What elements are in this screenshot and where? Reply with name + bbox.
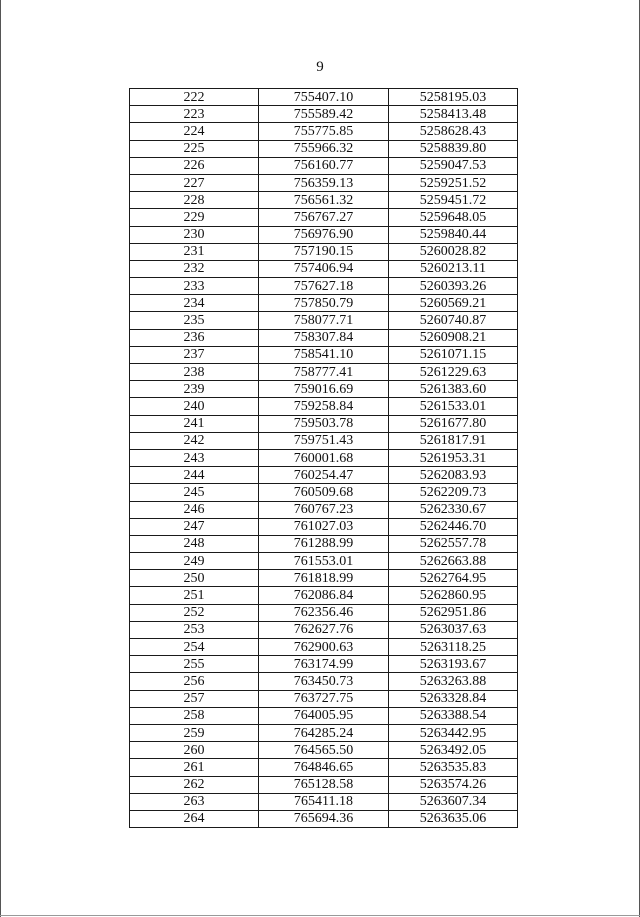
point-number-cell: 246 bbox=[130, 501, 259, 518]
x-coordinate-cell: 759016.69 bbox=[259, 381, 389, 398]
point-number-cell: 262 bbox=[130, 776, 259, 793]
x-coordinate-cell: 755407.10 bbox=[259, 89, 389, 106]
table-row bbox=[130, 673, 518, 690]
x-coordinate-cell: 757627.18 bbox=[259, 278, 389, 295]
table-row bbox=[130, 140, 518, 157]
table-row bbox=[130, 364, 518, 381]
table-row bbox=[130, 587, 518, 604]
y-coordinate-cell: 5261071.15 bbox=[389, 346, 518, 363]
x-coordinate-cell: 760001.68 bbox=[259, 449, 389, 466]
y-coordinate-cell: 5263388.54 bbox=[389, 707, 518, 724]
y-coordinate-cell: 5259047.53 bbox=[389, 157, 518, 174]
point-number-cell: 227 bbox=[130, 174, 259, 191]
x-coordinate-cell: 765128.58 bbox=[259, 776, 389, 793]
y-coordinate-cell: 5260569.21 bbox=[389, 295, 518, 312]
y-coordinate-cell: 5262951.86 bbox=[389, 604, 518, 621]
y-coordinate-cell: 5262557.78 bbox=[389, 535, 518, 552]
x-coordinate-cell: 760767.23 bbox=[259, 501, 389, 518]
table-row bbox=[130, 604, 518, 621]
x-coordinate-cell: 760254.47 bbox=[259, 467, 389, 484]
x-coordinate-cell: 758777.41 bbox=[259, 364, 389, 381]
x-coordinate-cell: 755775.85 bbox=[259, 123, 389, 140]
y-coordinate-cell: 5262446.70 bbox=[389, 518, 518, 535]
x-coordinate-cell: 757850.79 bbox=[259, 295, 389, 312]
table-row bbox=[130, 553, 518, 570]
x-coordinate-cell: 760509.68 bbox=[259, 484, 389, 501]
y-coordinate-cell: 5263193.67 bbox=[389, 656, 518, 673]
table-row bbox=[130, 174, 518, 191]
x-coordinate-cell: 762900.63 bbox=[259, 639, 389, 656]
y-coordinate-cell: 5259648.05 bbox=[389, 209, 518, 226]
x-coordinate-cell: 764565.50 bbox=[259, 742, 389, 759]
x-coordinate-cell: 764285.24 bbox=[259, 724, 389, 741]
point-number-cell: 237 bbox=[130, 346, 259, 363]
y-coordinate-cell: 5258195.03 bbox=[389, 89, 518, 106]
table-row bbox=[130, 707, 518, 724]
table-row bbox=[130, 501, 518, 518]
table-row bbox=[130, 381, 518, 398]
y-coordinate-cell: 5260393.26 bbox=[389, 278, 518, 295]
x-coordinate-cell: 763450.73 bbox=[259, 673, 389, 690]
y-coordinate-cell: 5263037.63 bbox=[389, 621, 518, 638]
y-coordinate-cell: 5263263.88 bbox=[389, 673, 518, 690]
y-coordinate-cell: 5262764.95 bbox=[389, 570, 518, 587]
point-number-cell: 241 bbox=[130, 415, 259, 432]
y-coordinate-cell: 5258628.43 bbox=[389, 123, 518, 140]
x-coordinate-cell: 762086.84 bbox=[259, 587, 389, 604]
y-coordinate-cell: 5260740.87 bbox=[389, 312, 518, 329]
x-coordinate-cell: 758077.71 bbox=[259, 312, 389, 329]
point-number-cell: 243 bbox=[130, 449, 259, 466]
x-coordinate-cell: 761818.99 bbox=[259, 570, 389, 587]
table-row bbox=[130, 690, 518, 707]
point-number-cell: 260 bbox=[130, 742, 259, 759]
y-coordinate-cell: 5263535.83 bbox=[389, 759, 518, 776]
table-row bbox=[130, 639, 518, 656]
x-coordinate-cell: 759258.84 bbox=[259, 398, 389, 415]
table-row bbox=[130, 518, 518, 535]
table-row bbox=[130, 295, 518, 312]
point-number-cell: 254 bbox=[130, 639, 259, 656]
y-coordinate-cell: 5262860.95 bbox=[389, 587, 518, 604]
table-row bbox=[130, 209, 518, 226]
x-coordinate-cell: 756561.32 bbox=[259, 192, 389, 209]
y-coordinate-cell: 5263118.25 bbox=[389, 639, 518, 656]
x-coordinate-cell: 756767.27 bbox=[259, 209, 389, 226]
table-row bbox=[130, 759, 518, 776]
table-row bbox=[130, 776, 518, 793]
table-row bbox=[130, 89, 518, 106]
y-coordinate-cell: 5261383.60 bbox=[389, 381, 518, 398]
point-number-cell: 248 bbox=[130, 535, 259, 552]
y-coordinate-cell: 5263492.05 bbox=[389, 742, 518, 759]
table-row bbox=[130, 484, 518, 501]
x-coordinate-cell: 761553.01 bbox=[259, 553, 389, 570]
point-number-cell: 245 bbox=[130, 484, 259, 501]
point-number-cell: 261 bbox=[130, 759, 259, 776]
x-coordinate-cell: 755966.32 bbox=[259, 140, 389, 157]
point-number-cell: 251 bbox=[130, 587, 259, 604]
table-row bbox=[130, 329, 518, 346]
y-coordinate-cell: 5260908.21 bbox=[389, 329, 518, 346]
y-coordinate-cell: 5258413.48 bbox=[389, 106, 518, 123]
point-number-cell: 235 bbox=[130, 312, 259, 329]
coordinates-table bbox=[129, 88, 518, 828]
x-coordinate-cell: 764846.65 bbox=[259, 759, 389, 776]
y-coordinate-cell: 5263442.95 bbox=[389, 724, 518, 741]
point-number-cell: 249 bbox=[130, 553, 259, 570]
y-coordinate-cell: 5263574.26 bbox=[389, 776, 518, 793]
point-number-cell: 240 bbox=[130, 398, 259, 415]
point-number-cell: 255 bbox=[130, 656, 259, 673]
table-row bbox=[130, 570, 518, 587]
point-number-cell: 242 bbox=[130, 432, 259, 449]
point-number-cell: 228 bbox=[130, 192, 259, 209]
y-coordinate-cell: 5260028.82 bbox=[389, 243, 518, 260]
table-row bbox=[130, 226, 518, 243]
table-row bbox=[130, 432, 518, 449]
table-row bbox=[130, 123, 518, 140]
point-number-cell: 263 bbox=[130, 793, 259, 810]
table-row bbox=[130, 656, 518, 673]
x-coordinate-cell: 765411.18 bbox=[259, 793, 389, 810]
x-coordinate-cell: 765694.36 bbox=[259, 810, 389, 827]
table-row bbox=[130, 449, 518, 466]
y-coordinate-cell: 5261533.01 bbox=[389, 398, 518, 415]
point-number-cell: 233 bbox=[130, 278, 259, 295]
point-number-cell: 231 bbox=[130, 243, 259, 260]
y-coordinate-cell: 5262083.93 bbox=[389, 467, 518, 484]
y-coordinate-cell: 5261677.80 bbox=[389, 415, 518, 432]
y-coordinate-cell: 5263328.84 bbox=[389, 690, 518, 707]
point-number-cell: 222 bbox=[130, 89, 259, 106]
point-number-cell: 258 bbox=[130, 707, 259, 724]
scan-left-edge bbox=[0, 0, 1, 917]
y-coordinate-cell: 5258839.80 bbox=[389, 140, 518, 157]
table-row bbox=[130, 724, 518, 741]
point-number-cell: 259 bbox=[130, 724, 259, 741]
y-coordinate-cell: 5260213.11 bbox=[389, 260, 518, 277]
y-coordinate-cell: 5261229.63 bbox=[389, 364, 518, 381]
point-number-cell: 232 bbox=[130, 260, 259, 277]
x-coordinate-cell: 763727.75 bbox=[259, 690, 389, 707]
x-coordinate-cell: 759503.78 bbox=[259, 415, 389, 432]
x-coordinate-cell: 758307.84 bbox=[259, 329, 389, 346]
x-coordinate-cell: 762627.76 bbox=[259, 621, 389, 638]
point-number-cell: 252 bbox=[130, 604, 259, 621]
y-coordinate-cell: 5262663.88 bbox=[389, 553, 518, 570]
table-row bbox=[130, 312, 518, 329]
table-row bbox=[130, 192, 518, 209]
y-coordinate-cell: 5259840.44 bbox=[389, 226, 518, 243]
point-number-cell: 223 bbox=[130, 106, 259, 123]
x-coordinate-cell: 756359.13 bbox=[259, 174, 389, 191]
x-coordinate-cell: 761027.03 bbox=[259, 518, 389, 535]
point-number-cell: 256 bbox=[130, 673, 259, 690]
x-coordinate-cell: 759751.43 bbox=[259, 432, 389, 449]
point-number-cell: 236 bbox=[130, 329, 259, 346]
y-coordinate-cell: 5259251.52 bbox=[389, 174, 518, 191]
x-coordinate-cell: 757190.15 bbox=[259, 243, 389, 260]
page-number: 9 bbox=[316, 59, 324, 75]
point-number-cell: 253 bbox=[130, 621, 259, 638]
point-number-cell: 225 bbox=[130, 140, 259, 157]
table-row bbox=[130, 346, 518, 363]
x-coordinate-cell: 756160.77 bbox=[259, 157, 389, 174]
table-row bbox=[130, 106, 518, 123]
x-coordinate-cell: 762356.46 bbox=[259, 604, 389, 621]
coordinates-table-body bbox=[130, 89, 518, 828]
table-row bbox=[130, 157, 518, 174]
scan-bottom-edge bbox=[0, 915, 640, 916]
y-coordinate-cell: 5261817.91 bbox=[389, 432, 518, 449]
y-coordinate-cell: 5262209.73 bbox=[389, 484, 518, 501]
table-row bbox=[130, 621, 518, 638]
point-number-cell: 238 bbox=[130, 364, 259, 381]
table-row bbox=[130, 243, 518, 260]
point-number-cell: 247 bbox=[130, 518, 259, 535]
point-number-cell: 250 bbox=[130, 570, 259, 587]
x-coordinate-cell: 758541.10 bbox=[259, 346, 389, 363]
table-row bbox=[130, 810, 518, 827]
y-coordinate-cell: 5262330.67 bbox=[389, 501, 518, 518]
table-row bbox=[130, 742, 518, 759]
y-coordinate-cell: 5263635.06 bbox=[389, 810, 518, 827]
y-coordinate-cell: 5261953.31 bbox=[389, 449, 518, 466]
point-number-cell: 234 bbox=[130, 295, 259, 312]
point-number-cell: 229 bbox=[130, 209, 259, 226]
point-number-cell: 224 bbox=[130, 123, 259, 140]
y-coordinate-cell: 5259451.72 bbox=[389, 192, 518, 209]
x-coordinate-cell: 757406.94 bbox=[259, 260, 389, 277]
table-row bbox=[130, 415, 518, 432]
table-row bbox=[130, 467, 518, 484]
point-number-cell: 239 bbox=[130, 381, 259, 398]
point-number-cell: 230 bbox=[130, 226, 259, 243]
y-coordinate-cell: 5263607.34 bbox=[389, 793, 518, 810]
x-coordinate-cell: 756976.90 bbox=[259, 226, 389, 243]
x-coordinate-cell: 761288.99 bbox=[259, 535, 389, 552]
point-number-cell: 226 bbox=[130, 157, 259, 174]
table-row bbox=[130, 260, 518, 277]
table-row bbox=[130, 793, 518, 810]
x-coordinate-cell: 755589.42 bbox=[259, 106, 389, 123]
point-number-cell: 257 bbox=[130, 690, 259, 707]
table-row bbox=[130, 535, 518, 552]
x-coordinate-cell: 764005.95 bbox=[259, 707, 389, 724]
point-number-cell: 264 bbox=[130, 810, 259, 827]
table-row bbox=[130, 398, 518, 415]
x-coordinate-cell: 763174.99 bbox=[259, 656, 389, 673]
table-row bbox=[130, 278, 518, 295]
point-number-cell: 244 bbox=[130, 467, 259, 484]
